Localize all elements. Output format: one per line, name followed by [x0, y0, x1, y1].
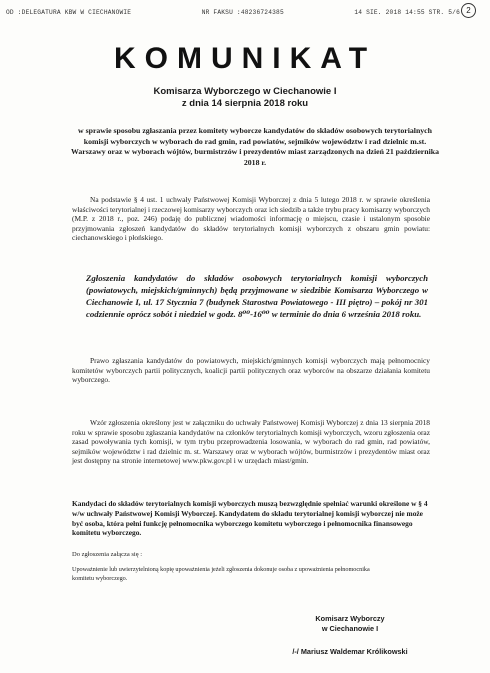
- subtitle-date: z dnia 14 sierpnia 2018 roku: [181, 98, 309, 109]
- attachment-label: Do zgłoszenia załącza się :: [72, 551, 143, 558]
- fax-timestamp: 14 SIE. 2018 14:55 STR. 5/6: [354, 9, 460, 16]
- fax-number: NR FAKSU :48236724385: [201, 9, 284, 16]
- signature-block: [250, 614, 450, 634]
- fax-header: [6, 9, 460, 16]
- document-title: KOMUNIKAT: [113, 42, 377, 75]
- paragraph-form-template: Wzór zgłoszenia określony jest w załączniku do uchwały Państwowej Komisji Wyborczej z dnia 13 sierpnia 2018 roku w sprawie sposobu zgłaszania kandydatów na członków terytorialnych komisji wyborczych, wzoru zgłoszenia oraz zasad powoływania tych komisji, w tym trybu przeprowadzenia losowania, w wyborach do rad gmin, rad powiatów, sejmików województw i rad dzielnic m. st. Warszawy oraz w wyborach wójtów, burmistrzów i prezydentów miast oraz jest dostępny na stronie internetowej www.pkw.gov.pl i w urzędach miast/gmin.: [72, 418, 430, 466]
- paragraph-legal-basis: Na podstawie § 4 ust. 1 uchwały Państwowej Komisji Wyborczej z dnia 5 lutego 2018 r. w sprawie określenia właściwości terytorialnej i rzeczowej komisarzy wyborczych oraz ich siedzib a także trybu pracy komisarzy wyborczych (M.P. z 2018 r., poz. 246) podaję do publicznej wiadomości informację o miejscu, czasie i ustalonym sposobie przyjmowania zgłoszeń kandydatów do składów terytorialnych komisji wyborczych z obszaru gmin powiatu: ciechanowskiego i płońskiego.: [72, 195, 430, 243]
- attachment-authorization: Upoważnienie lub uwierzytelnioną kopię upoważnienia jeżeli zgłoszenia dokonuje osoba z upoważnienia pełnomocnika komitetu wyborczego.: [72, 566, 370, 582]
- signature-title: Komisarz Wyborczy: [315, 614, 385, 623]
- subtitle-issuer: Komisarza Wyborczego w Ciechanowie I: [153, 86, 337, 97]
- fax-sender: OD :DELEGATURA KBW W CIECHANOWIE: [6, 9, 132, 16]
- signature-office: w Ciechanowie I: [321, 624, 379, 633]
- document-subtitle: [0, 86, 490, 110]
- document-subject: w sprawie sposobu zgłaszania przez komitety wyborcze kandydatów do składów osobowych terytorialnych komisji wyborczych w wyborach do rad gmin, rad powiatów, sejmików województw i rad dzielnic m.st. Warszawy oraz w wyborach wójtów, burmistrzów i prezydentów miast zarządzonych na dzień 21 października 2018 r.: [70, 126, 439, 167]
- page-number-mark: 2: [461, 3, 476, 18]
- signer-name: /-/ Mariusz Waldemar Królikowski: [292, 647, 408, 656]
- paragraph-right-to-submit: Prawo zgłaszania kandydatów do powiatowych, miejskich/gminnych komisji wyborczych mają pełnomocnicy komitetów wyborczych partii politycznych, koalicji partii politycznych oraz wyborców na obszarze działania komitetu wyborczego.: [72, 356, 430, 385]
- paragraph-candidate-requirements: Kandydaci do składów terytorialnych komisji wyborczych muszą bezwzględnie spełniać warunki określone w § 4 w/w uchwały Państwowej Komisji Wyborczej. Kandydatem do składu terytorialnej komisji wyborczej nie może być osoba, która pełni funkcję pełnomocnika wyborczego komitetu wyborczego i pełnomocnika finansowego komitetu wyborczego.: [72, 499, 428, 538]
- paragraph-submission-info: Zgłoszenia kandydatów do składów osobowych terytorialnych komisji wyborczych (powiatowych, miejskich/gminnych) będą przyjmowane w siedzibie Komisarza Wyborczego w Ciechanowie I, ul. 17 Stycznia 7 (budynek Starostwa Powiatowego - III piętro) – pokój nr 301 codziennie oprócz sobót i niedziel w godz. 8⁰⁰-16⁰⁰ w terminie do dnia 6 września 2018 roku.: [86, 273, 428, 319]
